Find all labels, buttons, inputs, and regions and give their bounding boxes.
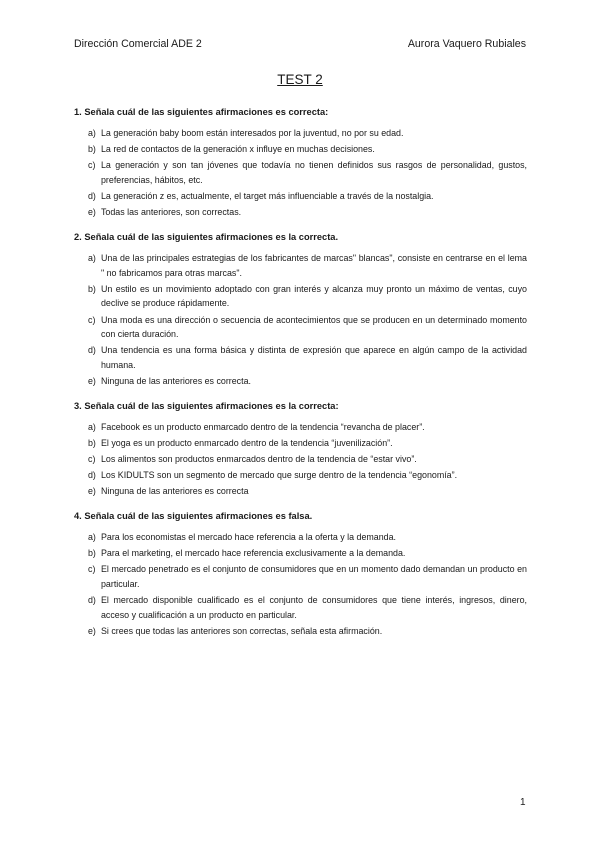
option-item [74, 468, 527, 483]
author-name: Aurora Vaquero Rubiales [407, 38, 526, 50]
option-text: Una tendencia es una forma básica y distinta de expresión que aparece en algún campo de la actividad humana. [101, 345, 527, 370]
option-item [74, 142, 527, 157]
option-letter: a) [88, 252, 96, 263]
option-list [74, 420, 527, 499]
page-header [74, 38, 526, 50]
option-item [74, 126, 527, 141]
option-item [74, 158, 527, 187]
option-item [74, 343, 527, 372]
option-item [74, 452, 527, 467]
option-text: Los KIDULTS son un segmento de mercado que surge dentro de la tendencia “egonomía”. [101, 470, 458, 481]
option-letter: a) [88, 421, 96, 432]
option-text: Ninguna de las anteriores es correcta. [101, 376, 251, 387]
option-item [74, 189, 527, 204]
option-text: Para el marketing, el mercado hace referencia exclusivamente a la demanda. [101, 548, 406, 559]
option-text: Una moda es una dirección o secuencia de acontecimientos que se producen en un determinado momento con cierta duración. [101, 314, 527, 340]
option-item [74, 420, 527, 435]
option-item [74, 251, 527, 280]
question-3 [74, 401, 527, 499]
option-item [74, 313, 527, 342]
option-list [74, 530, 527, 639]
option-letter: e) [88, 207, 96, 218]
option-item [74, 530, 527, 545]
option-text: Un estilo es un movimiento adoptado con gran interés y alcanza muy pronto un máximo de ventas, cuyo declive se produce rápidamente. [101, 283, 527, 309]
option-item [74, 593, 527, 622]
option-letter: c) [88, 454, 96, 465]
option-text: Ninguna de las anteriores es correcta [101, 486, 249, 497]
option-letter: e) [88, 625, 96, 636]
option-letter: c) [88, 564, 96, 575]
option-text: El mercado disponible cualificado es el conjunto de consumidores que tiene interés, ingresos, dinero, acceso y cualificación a un producto en particular. [101, 595, 527, 620]
question-title: 1. Señala cuál de las siguientes afirmaciones es correcta: [74, 107, 329, 117]
option-text: El mercado penetrado es el conjunto de consumidores que en un momento dado demandan un producto en particular. [101, 564, 527, 589]
option-letter: d) [88, 345, 96, 356]
question-1 [74, 107, 527, 220]
option-text: La generación y son tan jóvenes que todavía no tienen definidos sus rasgos de personalidad, gustos, preferencias, hábitos, etc. [101, 160, 527, 185]
course-name: Dirección Comercial ADE 2 [74, 38, 202, 50]
option-text: Una de las principales estrategias de los fabricantes de marcas" blancas", consiste en centrarse en el lema " no fabricamos para otras marcas". [101, 252, 527, 278]
option-item [74, 484, 527, 499]
option-letter: a) [88, 128, 96, 138]
option-letter: c) [88, 314, 96, 325]
option-letter: d) [88, 595, 96, 606]
question-title: 4. Señala cuál de las siguientes afirmaciones es falsa. [74, 511, 313, 521]
option-item [74, 562, 527, 591]
page-number: 1 [520, 797, 526, 808]
option-text: La red de contactos de la generación x influye en muchas decisiones. [101, 144, 375, 155]
option-item [74, 624, 527, 639]
option-letter: c) [88, 160, 96, 171]
option-letter: d) [88, 470, 96, 481]
option-text: La generación z es, actualmente, el target más influenciable a través de la nostalgia. [101, 191, 434, 202]
document-title: TEST 2 [277, 72, 323, 87]
option-letter: b) [88, 437, 96, 448]
questions-container [74, 107, 527, 651]
option-item [74, 436, 527, 451]
option-text: Facebook es un producto enmarcado dentro de la tendencia “revancha de placer”. [101, 421, 425, 432]
question-title: 3. Señala cuál de las siguientes afirmaciones es la correcta: [74, 400, 339, 411]
option-text: Si crees que todas las anteriores son correctas, señala esta afirmación. [101, 625, 383, 636]
option-text: La generación baby boom están interesados por la juventud, no por su edad. [101, 128, 404, 138]
option-item [74, 205, 527, 220]
option-letter: e) [88, 376, 96, 387]
option-list [74, 126, 527, 220]
option-list [74, 251, 527, 389]
option-text: Todas las anteriores, son correctas. [101, 207, 242, 218]
option-text: El yoga es un producto enmarcado dentro de la tendencia “juvenilización”. [101, 437, 393, 448]
question-4 [74, 511, 527, 639]
question-2 [74, 232, 527, 389]
option-letter: b) [88, 144, 96, 155]
option-item [74, 282, 527, 311]
option-letter: b) [88, 548, 96, 559]
option-text: Los alimentos son productos enmarcados dentro de la tendencia de “estar vivo”. [101, 454, 417, 465]
option-item [74, 546, 527, 561]
option-letter: e) [88, 486, 96, 497]
option-item [74, 374, 527, 389]
question-title: 2. Señala cuál de las siguientes afirmaciones es la correcta. [74, 231, 339, 242]
option-text: Para los economistas el mercado hace referencia a la oferta y la demanda. [101, 532, 397, 542]
option-letter: a) [88, 532, 96, 542]
option-letter: d) [88, 191, 96, 202]
option-letter: b) [88, 283, 96, 294]
